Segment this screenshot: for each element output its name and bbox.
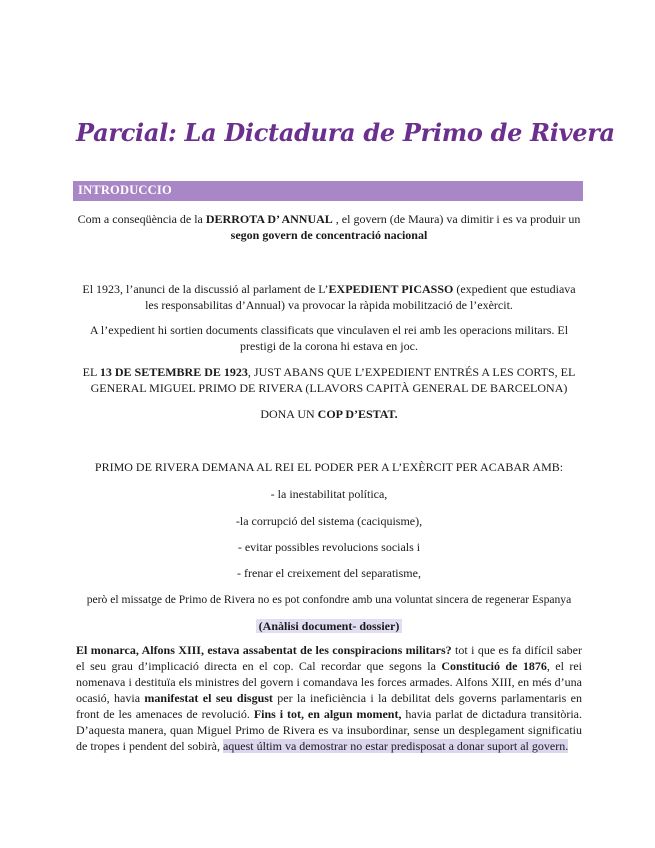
- highlighted-text: aquest últim va demostrar no estar predisposat a donar suport al govern.: [222, 739, 569, 753]
- text-run: , JUST ABANS QUE L’EXPEDIENT ENTRÉS A LES CORTS, EL GENERAL MIGUEL PRIMO DE RIVERA (LLAVORS CAPITÀ GENERAL DE BARCELONA): [90, 365, 576, 395]
- bold-run: segon govern de concentració nacional: [230, 228, 428, 242]
- page-title: Parcial: La Dictadura de Primo de Rivera: [76, 118, 615, 147]
- bold-run: DERROTA D’ ANNUAL: [205, 212, 333, 226]
- paragraph-message: però el missatge de Primo de Rivera no es pot confondre amb una voluntat sincera de regenerar Espanya: [86, 593, 572, 606]
- text-run: havia parlat de dictadura transitòria. D’aquesta manera, quan Miguel Primo de Rivera es va insubordinar, sense un desplegament significatiu de tropes i pendent del sobirà,: [76, 707, 582, 753]
- bold-run: Constitució de 1876: [441, 659, 547, 673]
- bold-run: COP D’ESTAT.: [317, 407, 398, 421]
- paragraph-intro: [76, 211, 582, 243]
- paragraph-date: [80, 364, 578, 396]
- bold-run: manifestat el seu disgust: [144, 691, 273, 705]
- text-run: per la ineficiència i la debilitat dels governs parlamentaris en front de les amenaces de revolució.: [76, 691, 582, 721]
- text-run: El 1923, l’anunci de la discussió al parlament de L’: [82, 282, 329, 296]
- text-run: tot i que es fa difícil saber el seu grau d’implicació directa en el cop. Cal recordar que segons la: [76, 643, 582, 673]
- text-run: , el govern (de Maura) va dimitir i es va produir un: [332, 212, 581, 226]
- paragraph-coup: [76, 406, 582, 422]
- analysis-label-text: (Anàlisi document- dossier): [256, 619, 403, 633]
- bold-run: El monarca, Alfons XIII, estava assabentat de les conspiracions militars?: [76, 643, 452, 657]
- paragraph-demand: PRIMO DE RIVERA DEMANA AL REI EL PODER PER A L’EXÈRCIT PER ACABAR AMB:: [94, 460, 564, 474]
- list-item: -la corrupció del sistema (caciquisme),: [235, 514, 423, 528]
- paragraph-monarch: [76, 642, 582, 754]
- text-run: , el rei nomenava i destituïa els ministres del govern i comandava les forces armades. Alfons XIII, en més d’una ocasió, havia: [76, 659, 582, 705]
- section-header: [73, 181, 583, 201]
- section-header-label: INTRODUCCIO: [78, 183, 172, 197]
- list-item: - frenar el creixement del separatisme,: [237, 566, 421, 580]
- analysis-label: [76, 618, 582, 634]
- paragraph-documents: A l’expedient hi sortien documents classificats que vinculaven el rei amb les operacions militars. El prestigi de la corona hi estava en joc.: [89, 323, 569, 353]
- text-run: (expedient que estudiava les responsabilitas d’Annual) va provocar la ràpida mobilització de l’exèrcit.: [145, 282, 576, 312]
- text-run: EL: [82, 365, 100, 379]
- text-run: Com a conseqüència de la: [77, 212, 206, 226]
- bold-run: 13 DE SETEMBRE DE 1923: [99, 365, 248, 379]
- list-item: - la inestabilitat política,: [270, 487, 388, 501]
- bold-run: EXPEDIENT PICASSO: [328, 282, 454, 296]
- paragraph-expedient: [80, 281, 578, 313]
- list-item: - evitar possibles revolucions socials i: [237, 540, 421, 554]
- bold-run: Fins i tot, en algun moment,: [253, 707, 402, 721]
- text-run: DONA UN: [260, 407, 318, 421]
